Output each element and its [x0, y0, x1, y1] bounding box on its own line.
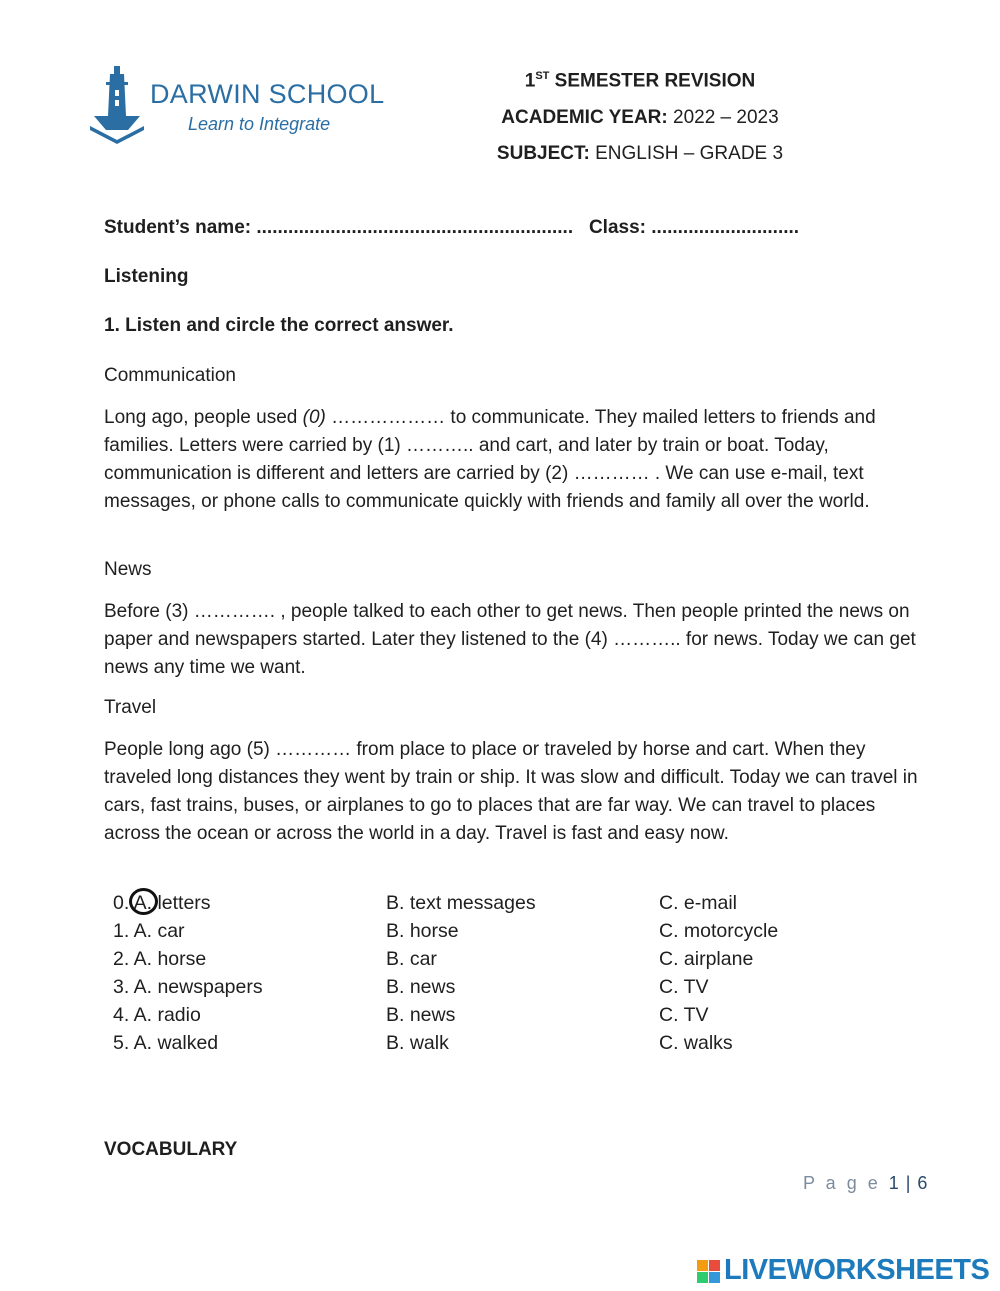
task-instruction: 1. Listen and circle the correct answer. — [104, 315, 454, 336]
liveworksheets-text: LIVEWORKSHEETS — [724, 1254, 990, 1286]
liveworksheets-logo — [697, 1254, 997, 1288]
student-name-field[interactable]: Student’s name: ............................................................ — [104, 217, 574, 238]
school-logo — [88, 64, 388, 148]
option-5-a[interactable]: 5. A. walked — [113, 1032, 219, 1054]
passage-communication: Long ago, people used (0) ……………… to communicate. They mailed letters to friends and families. Letters were carried by (1) ……….. and cart, and later by train or boat. Today, communication is different and letters are carried by (2) ………… . We can use e-mail, text messages, or phone calls to communicate quickly with friends and family all over the world. — [104, 407, 876, 512]
option-0-c[interactable]: C. e-mail — [659, 892, 738, 914]
option-4-c[interactable]: C. TV — [659, 1004, 709, 1026]
semester-title: 1ST SEMESTER REVISION — [524, 70, 756, 92]
option-1-a[interactable]: 1. A. car — [113, 920, 185, 942]
option-3-a[interactable]: 3. A. newspapers — [113, 976, 263, 998]
option-4-a[interactable]: 4. A. radio — [113, 1004, 201, 1026]
subject-line: SUBJECT: ENGLISH – GRADE 3 — [496, 143, 784, 164]
option-0-b[interactable]: B. text messages — [386, 892, 536, 914]
option-4-b[interactable]: B. news — [386, 1004, 456, 1026]
option-5-c[interactable]: C. walks — [659, 1032, 733, 1054]
example-answer-circle — [129, 888, 158, 915]
passage-title-communication: Communication — [104, 365, 236, 386]
liveworksheets-blocks-icon — [697, 1260, 721, 1284]
option-2-c[interactable]: C. airplane — [659, 948, 754, 970]
academic-year: ACADEMIC YEAR: 2022 – 2023 — [501, 107, 779, 128]
option-0-a[interactable]: 0. A. letters — [113, 892, 211, 914]
option-1-b[interactable]: B. horse — [386, 920, 459, 942]
passage-title-news: News — [104, 559, 152, 580]
class-field[interactable]: Class: ............................ — [588, 217, 800, 238]
option-5-b[interactable]: B. walk — [386, 1032, 449, 1054]
student-info — [104, 217, 799, 239]
school-name: DARWIN SCHOOL — [150, 79, 385, 109]
option-3-b[interactable]: B. news — [386, 976, 456, 998]
passage-news: Before (3) …………. , people talked to each other to get news. Then people printed the news on paper and newspapers started. Later they listened to the (4) ……….. for news. Today we can get news any time we want. — [104, 601, 916, 678]
page-number: P a g e 1 | 6 — [803, 1173, 929, 1193]
option-2-b[interactable]: B. car — [386, 948, 437, 970]
section-heading-vocabulary: VOCABULARY — [104, 1139, 238, 1160]
option-1-c[interactable]: C. motorcycle — [659, 920, 779, 942]
option-3-c[interactable]: C. TV — [659, 976, 709, 998]
passage-travel: People long ago (5) ………… from place to place or traveled by horse and cart. When they traveled long distances they went by train or ship. It was slow and difficult. Today we can travel in cars, fast trains, buses, or airplanes to go to places that are far way. We can travel to places across the ocean or across the world in a day. Travel is fast and easy now. — [104, 739, 918, 844]
passage-title-travel: Travel — [104, 697, 157, 718]
option-2-a[interactable]: 2. A. horse — [113, 948, 207, 970]
school-tagline: Learn to Integrate — [188, 114, 331, 134]
section-heading-listening: Listening — [104, 266, 189, 287]
lighthouse-ship-icon — [88, 64, 146, 146]
